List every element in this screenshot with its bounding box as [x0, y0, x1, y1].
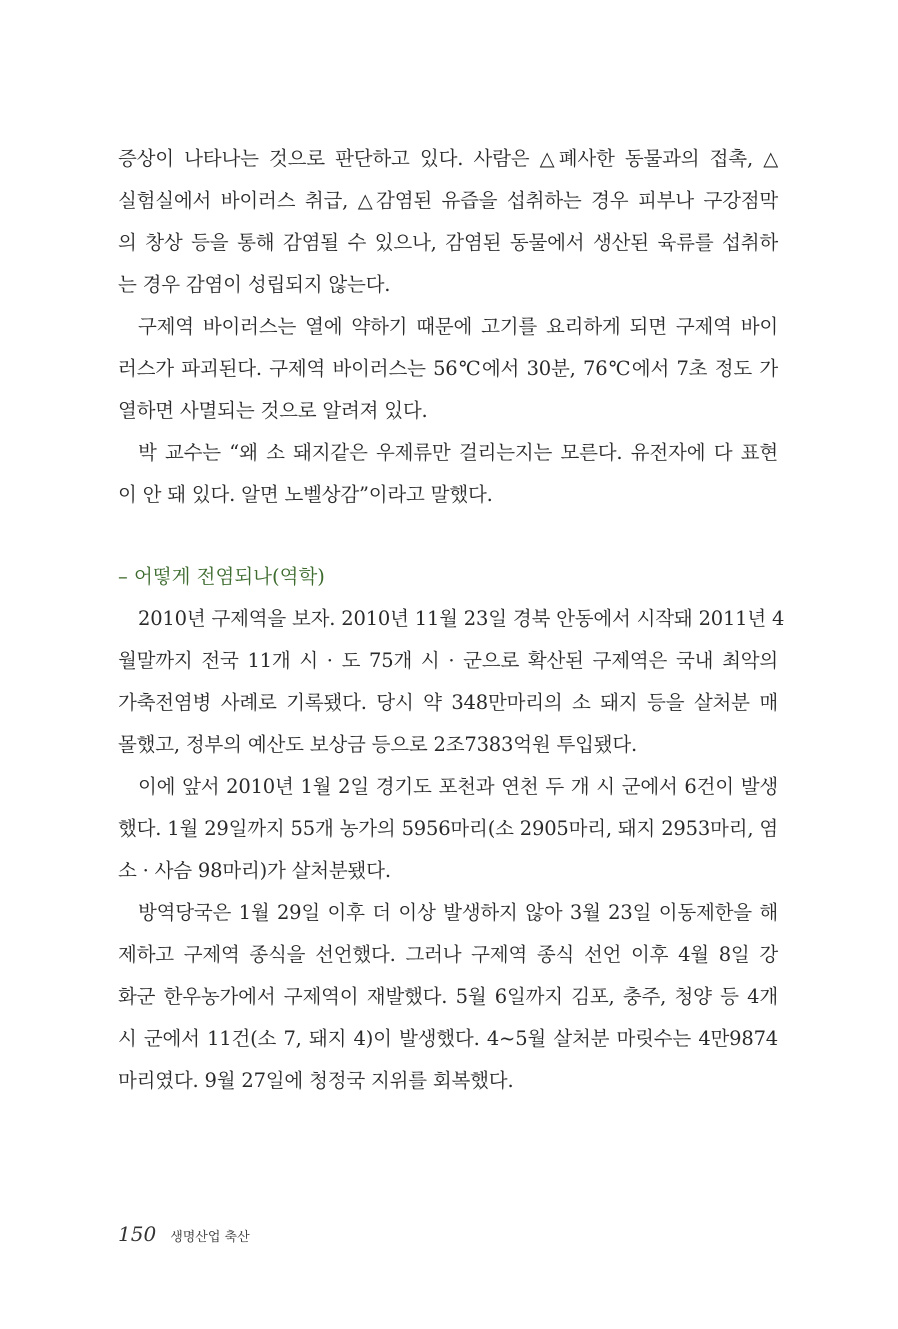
page-body: [118, 138, 785, 1102]
text-line: 월말까지 전국 11개 시 · 도 75개 시 · 군으로 확산된 구제역은 국내 최악의: [118, 649, 778, 672]
book-title: 생명산업 축산: [170, 1230, 250, 1245]
text-line: 증상이 나타나는 것으로 판단하고 있다. 사람은 △폐사한 동물과의 접촉, △: [118, 147, 778, 170]
text-line: 시 군에서 11건(소 7, 돼지 4)이 발생했다. 4~5월 살처분 마릿수는 4만9874: [118, 1027, 778, 1050]
page-footer: [118, 1222, 250, 1252]
text-line: 2010년 구제역을 보자. 2010년 11월 23일 경북 안동에서 시작돼 2011년 4: [138, 607, 785, 630]
text-line: 제하고 구제역 종식을 선언했다. 그러나 구제역 종식 선언 이후 4월 8일 강: [118, 943, 778, 966]
text-line: 가축전염병 사례로 기록됐다. 당시 약 348만마리의 소 돼지 등을 살처분 매: [118, 691, 778, 714]
text-line: 의 창상 등을 통해 감염될 수 있으나, 감염된 동물에서 생산된 육류를 섭취하: [118, 231, 778, 254]
section-heading: – 어떻게 전염되나(역학): [118, 565, 325, 588]
text-line: 마리였다. 9월 27일에 청정국 지위를 회복했다.: [118, 1069, 514, 1092]
text-line: 박 교수는 “왜 소 돼지같은 우제류만 걸리는지는 모른다. 유전자에 다 표현: [138, 441, 778, 464]
text-line: 화군 한우농가에서 구제역이 재발했다. 5월 6일까지 김포, 충주, 청양 등 4개: [118, 985, 778, 1008]
text-line: 열하면 사멸되는 것으로 알려져 있다.: [118, 399, 428, 422]
text-line: 했다. 1월 29일까지 55개 농가의 5956마리(소 2905마리, 돼지 2953마리, 염: [118, 817, 778, 840]
page-number: 150: [118, 1222, 157, 1246]
text-line: 방역당국은 1월 29일 이후 더 이상 발생하지 않아 3월 23일 이동제한을 해: [138, 901, 778, 924]
paragraph-4: [118, 598, 785, 766]
text-line: 이에 앞서 2010년 1월 2일 경기도 포천과 연천 두 개 시 군에서 6건이 발생: [138, 775, 778, 798]
text-line: 구제역 바이러스는 열에 약하기 때문에 고기를 요리하게 되면 구제역 바이: [138, 315, 778, 338]
text-line: 러스가 파괴된다. 구제역 바이러스는 56℃에서 30분, 76℃에서 7초 정도 가: [118, 357, 778, 380]
text-line: 이 안 돼 있다. 알면 노벨상감”이라고 말했다.: [118, 483, 493, 506]
section-spacer: [118, 516, 778, 556]
text-line: 는 경우 감염이 성립되지 않는다.: [118, 273, 391, 296]
paragraph-1: [118, 138, 778, 306]
text-line: 실험실에서 바이러스 취급, △감염된 유즙을 섭취하는 경우 피부나 구강점막: [118, 189, 778, 212]
text-line: 소 · 사슴 98마리)가 살처분됐다.: [118, 859, 391, 882]
paragraph-3: [118, 432, 778, 516]
text-line: 몰했고, 정부의 예산도 보상금 등으로 2조7383억원 투입됐다.: [118, 733, 638, 756]
paragraph-5: [118, 766, 778, 892]
paragraph-6: [118, 892, 778, 1102]
paragraph-2: [118, 306, 778, 432]
